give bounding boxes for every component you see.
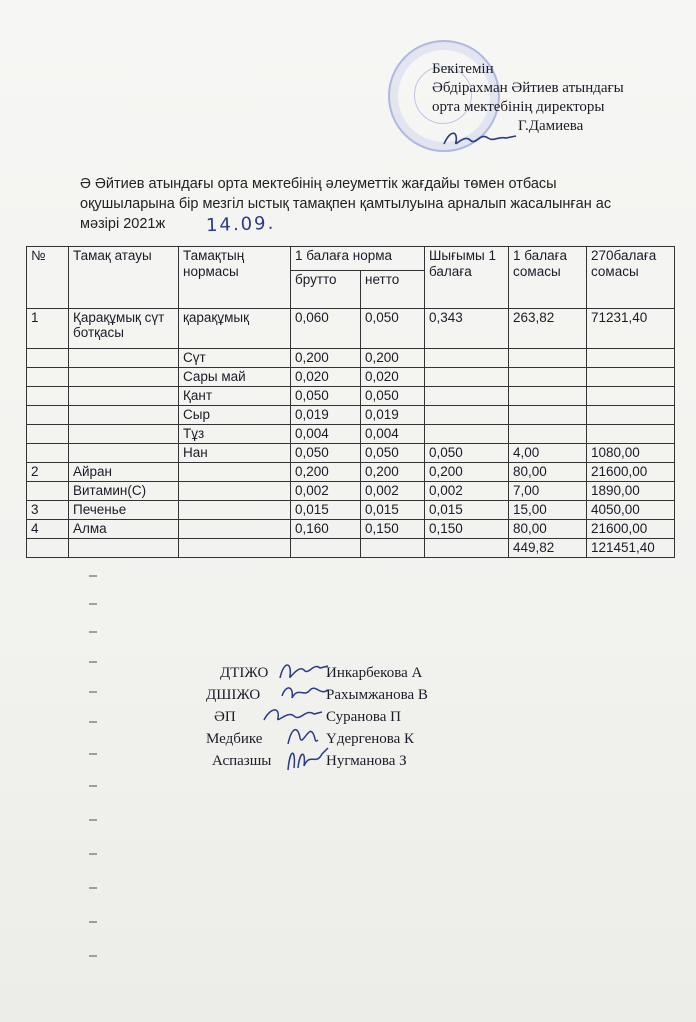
cell-output: 0,150 [425, 520, 509, 539]
table-row [27, 368, 675, 387]
cell-dish [69, 425, 179, 444]
handwritten-date: 14.09. [205, 212, 276, 237]
cell-per-child: 80,00 [509, 463, 587, 482]
cell-num [27, 368, 69, 387]
signature-row [200, 706, 500, 728]
cell-total: 1080,00 [587, 444, 675, 463]
cell-total [587, 368, 675, 387]
cell-netto [361, 539, 425, 558]
cell-brutto: 0,015 [291, 501, 361, 520]
cell-ingredient [179, 539, 291, 558]
signatures-block [200, 662, 500, 772]
signature-name: Рахымжанова В [326, 687, 428, 703]
cell-per-child [509, 349, 587, 368]
approval-line-1: Бекітемін [432, 61, 494, 77]
signature-name: Нугманова З [326, 753, 407, 769]
cell-brutto: 0,160 [291, 520, 361, 539]
signature-name: Үдергенова К [326, 731, 415, 747]
approval-line-3: орта мектебінің директоры [432, 99, 605, 115]
table-row [27, 463, 675, 482]
table-row [27, 482, 675, 501]
cell-per-child [509, 368, 587, 387]
cell-ingredient: Сүт [179, 349, 291, 368]
cell-num: 3 [27, 501, 69, 520]
cell-ingredient: Тұз [179, 425, 291, 444]
title-line-3: мәзірі 2021ж [80, 216, 166, 232]
cell-dish [69, 444, 179, 463]
cell-num [27, 349, 69, 368]
cell-per-child [509, 406, 587, 425]
signature-name: Инкарбекова А [326, 665, 423, 681]
cell-netto: 0,150 [361, 520, 425, 539]
cell-netto: 0,015 [361, 501, 425, 520]
cell-ingredient: Сары май [179, 368, 291, 387]
table-row [27, 520, 675, 539]
cell-brutto: 0,004 [291, 425, 361, 444]
director-signature [440, 126, 520, 152]
cell-output: 0,050 [425, 444, 509, 463]
cell-netto: 0,004 [361, 425, 425, 444]
cell-brutto: 0,060 [291, 309, 361, 349]
cell-total [587, 387, 675, 406]
cell-ingredient: қарақұмық [179, 309, 291, 349]
header-netto: нетто [361, 271, 425, 309]
cell-ingredient [179, 463, 291, 482]
cell-netto: 0,200 [361, 349, 425, 368]
title-line-2: оқушыларына бір мезгіл ыстық тамақпен қамтылуына арналып жасалынған ас [80, 196, 612, 212]
cell-output [425, 425, 509, 444]
cell-output: 0,002 [425, 482, 509, 501]
title-line-1: Ә Әйтиев атындағы орта мектебінің әлеуметтік жағдайы төмен отбасы [80, 176, 557, 192]
signature-role: ДШІЖО [206, 687, 261, 703]
cell-netto: 0,050 [361, 387, 425, 406]
cell-dish [69, 539, 179, 558]
cell-brutto: 0,050 [291, 444, 361, 463]
cell-dish [69, 349, 179, 368]
table-row [27, 425, 675, 444]
cell-brutto [291, 539, 361, 558]
cell-total [587, 349, 675, 368]
menu-table [26, 246, 675, 558]
table-row [27, 387, 675, 406]
table-row-total [27, 539, 675, 558]
signature-row [200, 662, 500, 684]
cell-ingredient [179, 482, 291, 501]
cell-netto: 0,200 [361, 463, 425, 482]
cell-num: 4 [27, 520, 69, 539]
signature-role: ӘП [214, 709, 236, 725]
cell-total: 4050,00 [587, 501, 675, 520]
cell-output [425, 406, 509, 425]
cell-total: 1890,00 [587, 482, 675, 501]
cell-ingredient [179, 501, 291, 520]
cell-total: 21600,00 [587, 463, 675, 482]
table-row [27, 309, 675, 349]
cell-num: 2 [27, 463, 69, 482]
cell-num [27, 406, 69, 425]
header-brutto: брутто [291, 271, 361, 309]
cell-output [425, 349, 509, 368]
cell-dish: Қарақұмық сүт ботқасы [69, 309, 179, 349]
cell-total: 121451,40 [587, 539, 675, 558]
signature-name: Суранова П [326, 709, 401, 725]
cell-per-child: 80,00 [509, 520, 587, 539]
table-row [27, 349, 675, 368]
cell-num: 1 [27, 309, 69, 349]
cell-dish [69, 368, 179, 387]
cell-total [587, 425, 675, 444]
cell-output: 0,200 [425, 463, 509, 482]
signature-role: Аспазшы [212, 753, 272, 769]
header-per-child-sum: 1 балаға сомасы [509, 247, 587, 309]
cell-ingredient: Қант [179, 387, 291, 406]
signature-row [200, 750, 500, 772]
cell-num [27, 482, 69, 501]
header-dish: Тамақ атауы [69, 247, 179, 309]
cell-dish [69, 406, 179, 425]
header-output: Шығымы 1 балаға [425, 247, 509, 309]
header-norm-type: Тамақтың нормасы [179, 247, 291, 309]
table-row [27, 501, 675, 520]
approval-block [432, 60, 682, 136]
cell-output [425, 368, 509, 387]
cell-output: 0,015 [425, 501, 509, 520]
cell-per-child: 263,82 [509, 309, 587, 349]
cell-ingredient: Сыр [179, 406, 291, 425]
cell-brutto: 0,019 [291, 406, 361, 425]
cell-output [425, 539, 509, 558]
cell-dish: Айран [69, 463, 179, 482]
cell-output: 0,343 [425, 309, 509, 349]
cell-dish [69, 387, 179, 406]
cell-netto: 0,050 [361, 444, 425, 463]
cell-brutto: 0,050 [291, 387, 361, 406]
cell-dish: Алма [69, 520, 179, 539]
cell-per-child: 4,00 [509, 444, 587, 463]
cell-total: 21600,00 [587, 520, 675, 539]
cell-netto: 0,019 [361, 406, 425, 425]
cell-per-child: 7,00 [509, 482, 587, 501]
cell-total [587, 406, 675, 425]
cell-netto: 0,002 [361, 482, 425, 501]
cell-num [27, 387, 69, 406]
header-per-child-norm: 1 балаға норма [291, 247, 425, 271]
cell-per-child [509, 387, 587, 406]
cell-netto: 0,020 [361, 368, 425, 387]
cell-per-child: 449,82 [509, 539, 587, 558]
cell-dish: Витамин(С) [69, 482, 179, 501]
cell-num [27, 444, 69, 463]
cell-brutto: 0,200 [291, 463, 361, 482]
cell-ingredient: Нан [179, 444, 291, 463]
table-row [27, 406, 675, 425]
cell-per-child: 15,00 [509, 501, 587, 520]
cell-per-child [509, 425, 587, 444]
signature-role: ДТІЖО [220, 665, 269, 681]
margin-dash-marks [86, 570, 100, 990]
cell-num [27, 539, 69, 558]
cell-brutto: 0,200 [291, 349, 361, 368]
table-row [27, 444, 675, 463]
signature-role: Медбике [206, 731, 263, 747]
approval-line-2: Әбдірахман Әйтиев атындағы [432, 80, 624, 96]
cell-brutto: 0,020 [291, 368, 361, 387]
header-total-sum: 270балаға сомасы [587, 247, 675, 309]
document-title [80, 174, 680, 237]
cell-ingredient [179, 520, 291, 539]
cell-dish: Печенье [69, 501, 179, 520]
header-num: № [27, 247, 69, 309]
signature-row [200, 728, 500, 750]
cell-netto: 0,050 [361, 309, 425, 349]
cell-total: 71231,40 [587, 309, 675, 349]
handwritten-signature [282, 742, 332, 776]
cell-output [425, 387, 509, 406]
approval-line-4: Г.Дамиева [518, 118, 584, 134]
signature-row [200, 684, 500, 706]
cell-brutto: 0,002 [291, 482, 361, 501]
cell-num [27, 425, 69, 444]
